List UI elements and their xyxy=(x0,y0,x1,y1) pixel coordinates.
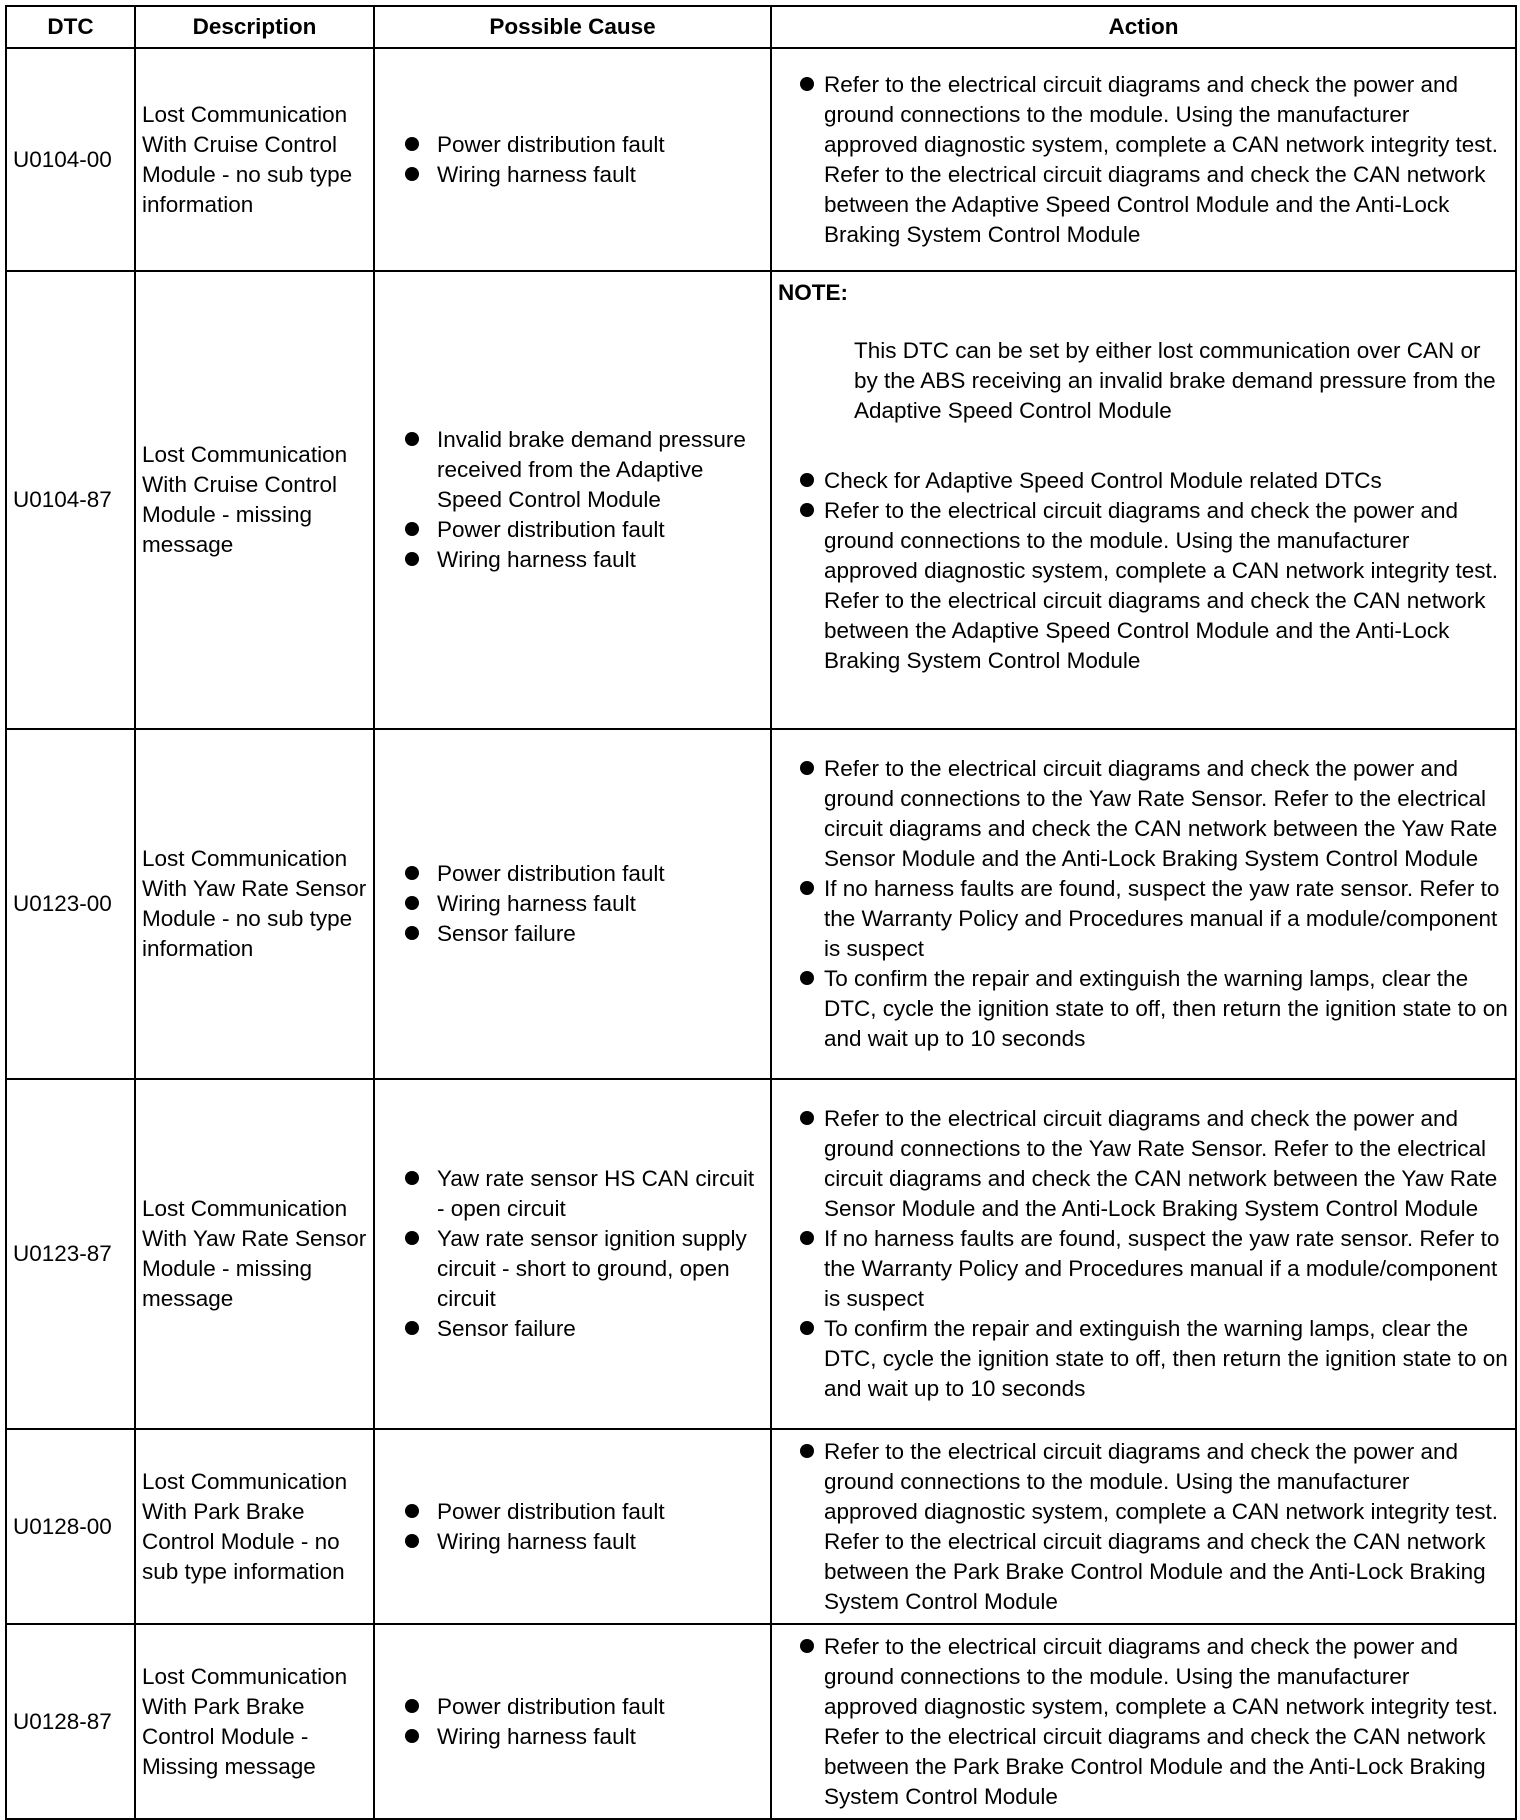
header-possible-cause: Possible Cause xyxy=(374,6,771,48)
bullet-list xyxy=(778,466,1509,676)
list-item xyxy=(778,466,1509,496)
dtc-description: Lost Communication With Park Brake Control Module - Missing message xyxy=(135,1624,374,1819)
dtc-description: Lost Communication With Yaw Rate Sensor Module - missing message xyxy=(135,1079,374,1429)
bullet-icon xyxy=(800,1321,814,1335)
list-item xyxy=(778,1104,1509,1224)
list-item-text: Refer to the electrical circuit diagrams and check the power and ground connections to the module. Using the manufacturer approved diagnostic system, complete a CAN network integrity test. Refer to the electrical circuit diagrams and check the CAN network between the Adaptive Speed Control Module and the Anti-Lock Braking System Control Module xyxy=(824,71,1499,247)
possible-cause-cell xyxy=(374,1079,771,1429)
bullet-icon xyxy=(405,137,419,151)
table-row xyxy=(6,1624,1516,1819)
list-item-text: Wiring harness fault xyxy=(437,161,636,187)
bullet-list xyxy=(381,1164,764,1344)
header-dtc: DTC xyxy=(6,6,135,48)
bullet-icon xyxy=(405,432,419,446)
dtc-code: U0123-00 xyxy=(6,729,135,1079)
dtc-table xyxy=(5,5,1517,1820)
table-row xyxy=(6,729,1516,1079)
list-item-text: Wiring harness fault xyxy=(437,547,636,572)
bullet-icon xyxy=(405,896,419,910)
dtc-code: U0104-87 xyxy=(6,271,135,729)
action-cell xyxy=(771,271,1516,729)
list-item-text: Refer to the electrical circuit diagrams and check the power and ground connections to the module. Using the manufacturer approved diagnostic system, complete a CAN network integrity test. Refer to the electrical circuit diagrams and check the CAN network between the Adaptive Speed Control Module and the Anti-Lock Braking System Control Module xyxy=(824,498,1499,673)
list-item-text: Invalid brake demand pressure received from the Adaptive Speed Control Module xyxy=(437,427,746,512)
dtc-code: U0104-00 xyxy=(6,48,135,271)
list-item xyxy=(401,1164,764,1224)
dtc-description: Lost Communication With Cruise Control Module - missing message xyxy=(135,271,374,729)
list-item-text: If no harness faults are found, suspect the yaw rate sensor. Refer to the Warranty Policy and Procedures manual if a module/component is suspect xyxy=(824,876,1500,961)
list-item xyxy=(401,1527,764,1557)
list-item-text: Wiring harness fault xyxy=(437,891,636,916)
list-item xyxy=(401,1692,764,1722)
bullet-icon xyxy=(800,971,814,985)
bullet-list xyxy=(778,754,1509,1054)
bullet-icon xyxy=(405,522,419,536)
bullet-icon xyxy=(405,1171,419,1185)
list-item-text: Power distribution fault xyxy=(437,861,665,886)
list-item-text: Power distribution fault xyxy=(437,1693,665,1719)
list-item-text: Wiring harness fault xyxy=(437,1528,636,1554)
note-title: NOTE: xyxy=(778,280,848,305)
list-item xyxy=(401,1722,764,1752)
bullet-icon xyxy=(800,503,814,517)
table-row xyxy=(6,271,1516,729)
bullet-icon xyxy=(405,1321,419,1335)
table-row xyxy=(6,1079,1516,1429)
list-item xyxy=(401,889,764,919)
list-item-text: Yaw rate sensor ignition supply circuit - short to ground, open circuit xyxy=(437,1226,747,1311)
action-cell xyxy=(771,1079,1516,1429)
dtc-description: Lost Communication With Yaw Rate Sensor Module - no sub type information xyxy=(135,729,374,1079)
table-body xyxy=(6,48,1516,1819)
list-item-text: Yaw rate sensor HS CAN circuit - open circuit xyxy=(437,1166,755,1221)
list-item-text: To confirm the repair and extinguish the warning lamps, clear the DTC, cycle the ignition state to off, then return the ignition state to on and wait up to 10 seconds xyxy=(824,1316,1508,1401)
list-item xyxy=(401,859,764,889)
bullet-icon xyxy=(405,1231,419,1245)
bullet-icon xyxy=(405,1729,419,1743)
list-item-text: Sensor failure xyxy=(437,1316,576,1341)
list-item xyxy=(401,1224,764,1314)
bullet-icon xyxy=(405,167,419,181)
list-item-text: Power distribution fault xyxy=(437,1498,665,1524)
list-item-text: Check for Adaptive Speed Control Module related DTCs xyxy=(824,468,1382,493)
dtc-code: U0128-87 xyxy=(6,1624,135,1819)
action-cell xyxy=(771,48,1516,271)
bullet-list xyxy=(381,859,764,949)
bullet-icon xyxy=(405,926,419,940)
list-item xyxy=(401,1314,764,1344)
action-cell xyxy=(771,1429,1516,1624)
dtc-code: U0123-87 xyxy=(6,1079,135,1429)
list-item-text: Refer to the electrical circuit diagrams and check the power and ground connections to the Yaw Rate Sensor. Refer to the electrical circuit diagrams and check the CAN network between the Yaw Rate Sensor Module and the Anti-Lock Braking System Control Module xyxy=(824,756,1498,871)
list-item xyxy=(778,1224,1509,1314)
list-item xyxy=(401,160,764,190)
bullet-icon xyxy=(800,1231,814,1245)
list-item-text: To confirm the repair and extinguish the warning lamps, clear the DTC, cycle the ignition state to off, then return the ignition state to on and wait up to 10 seconds xyxy=(824,966,1508,1051)
bullet-icon xyxy=(405,1699,419,1713)
possible-cause-cell xyxy=(374,271,771,729)
list-item xyxy=(401,1497,764,1527)
action-cell xyxy=(771,729,1516,1079)
bullet-icon xyxy=(405,1534,419,1548)
header-row xyxy=(6,6,1516,48)
list-item xyxy=(778,964,1509,1054)
list-item xyxy=(778,1314,1509,1404)
list-item-text: Sensor failure xyxy=(437,921,576,946)
bullet-list xyxy=(778,1104,1509,1404)
dtc-description: Lost Communication With Cruise Control Module - no sub type information xyxy=(135,48,374,271)
bullet-list xyxy=(381,425,764,575)
list-item xyxy=(778,496,1509,676)
bullet-list xyxy=(381,1497,764,1557)
bullet-icon xyxy=(405,552,419,566)
list-item-text: Power distribution fault xyxy=(437,517,665,542)
bullet-icon xyxy=(800,761,814,775)
bullet-icon xyxy=(800,881,814,895)
list-item xyxy=(778,1437,1509,1617)
bullet-list xyxy=(381,1692,764,1752)
list-item xyxy=(401,130,764,160)
dtc-code: U0128-00 xyxy=(6,1429,135,1624)
note-text: This DTC can be set by either lost communication over CAN or by the ABS receiving an invalid brake demand pressure from the Adaptive Speed Control Module xyxy=(854,338,1496,423)
dtc-description: Lost Communication With Park Brake Control Module - no sub type information xyxy=(135,1429,374,1624)
possible-cause-cell xyxy=(374,1624,771,1819)
bullet-icon xyxy=(800,1444,814,1458)
header-description: Description xyxy=(135,6,374,48)
list-item-text: Refer to the electrical circuit diagrams and check the power and ground connections to the module. Using the manufacturer approved diagnostic system, complete a CAN network integrity test. Refer to the electrical circuit diagrams and check the CAN network between the Park Brake Control Module and the Anti-Lock Braking System Control Module xyxy=(824,1438,1499,1614)
possible-cause-cell xyxy=(374,1429,771,1624)
list-item-text: If no harness faults are found, suspect the yaw rate sensor. Refer to the Warranty Policy and Procedures manual if a module/component is suspect xyxy=(824,1226,1500,1311)
bullet-icon xyxy=(405,866,419,880)
bullet-icon xyxy=(800,473,814,487)
list-item xyxy=(778,874,1509,964)
table-row xyxy=(6,48,1516,271)
list-item-text: Power distribution fault xyxy=(437,131,665,157)
bullet-icon xyxy=(800,77,814,91)
bullet-icon xyxy=(800,1639,814,1653)
table-row xyxy=(6,1429,1516,1624)
list-item-text: Refer to the electrical circuit diagrams and check the power and ground connections to the module. Using the manufacturer approved diagnostic system, complete a CAN network integrity test. Refer to the electrical circuit diagrams and check the CAN network between the Park Brake Control Module and the Anti-Lock Braking System Control Module xyxy=(824,1633,1499,1809)
list-item xyxy=(401,919,764,949)
list-item xyxy=(778,70,1509,250)
possible-cause-cell xyxy=(374,729,771,1079)
bullet-list xyxy=(778,70,1509,250)
bullet-list xyxy=(778,1437,1509,1617)
list-item xyxy=(401,425,764,515)
list-item-text: Wiring harness fault xyxy=(437,1723,636,1749)
list-item xyxy=(778,1632,1509,1812)
possible-cause-cell xyxy=(374,48,771,271)
bullet-icon xyxy=(800,1111,814,1125)
bullet-icon xyxy=(405,1504,419,1518)
header-action: Action xyxy=(771,6,1516,48)
list-item xyxy=(778,754,1509,874)
bullet-list xyxy=(778,1632,1509,1812)
list-item-text: Refer to the electrical circuit diagrams and check the power and ground connections to the Yaw Rate Sensor. Refer to the electrical circuit diagrams and check the CAN network between the Yaw Rate Sensor Module and the Anti-Lock Braking System Control Module xyxy=(824,1106,1498,1221)
bullet-list xyxy=(381,130,764,190)
action-cell xyxy=(771,1624,1516,1819)
list-item xyxy=(401,545,764,575)
list-item xyxy=(401,515,764,545)
